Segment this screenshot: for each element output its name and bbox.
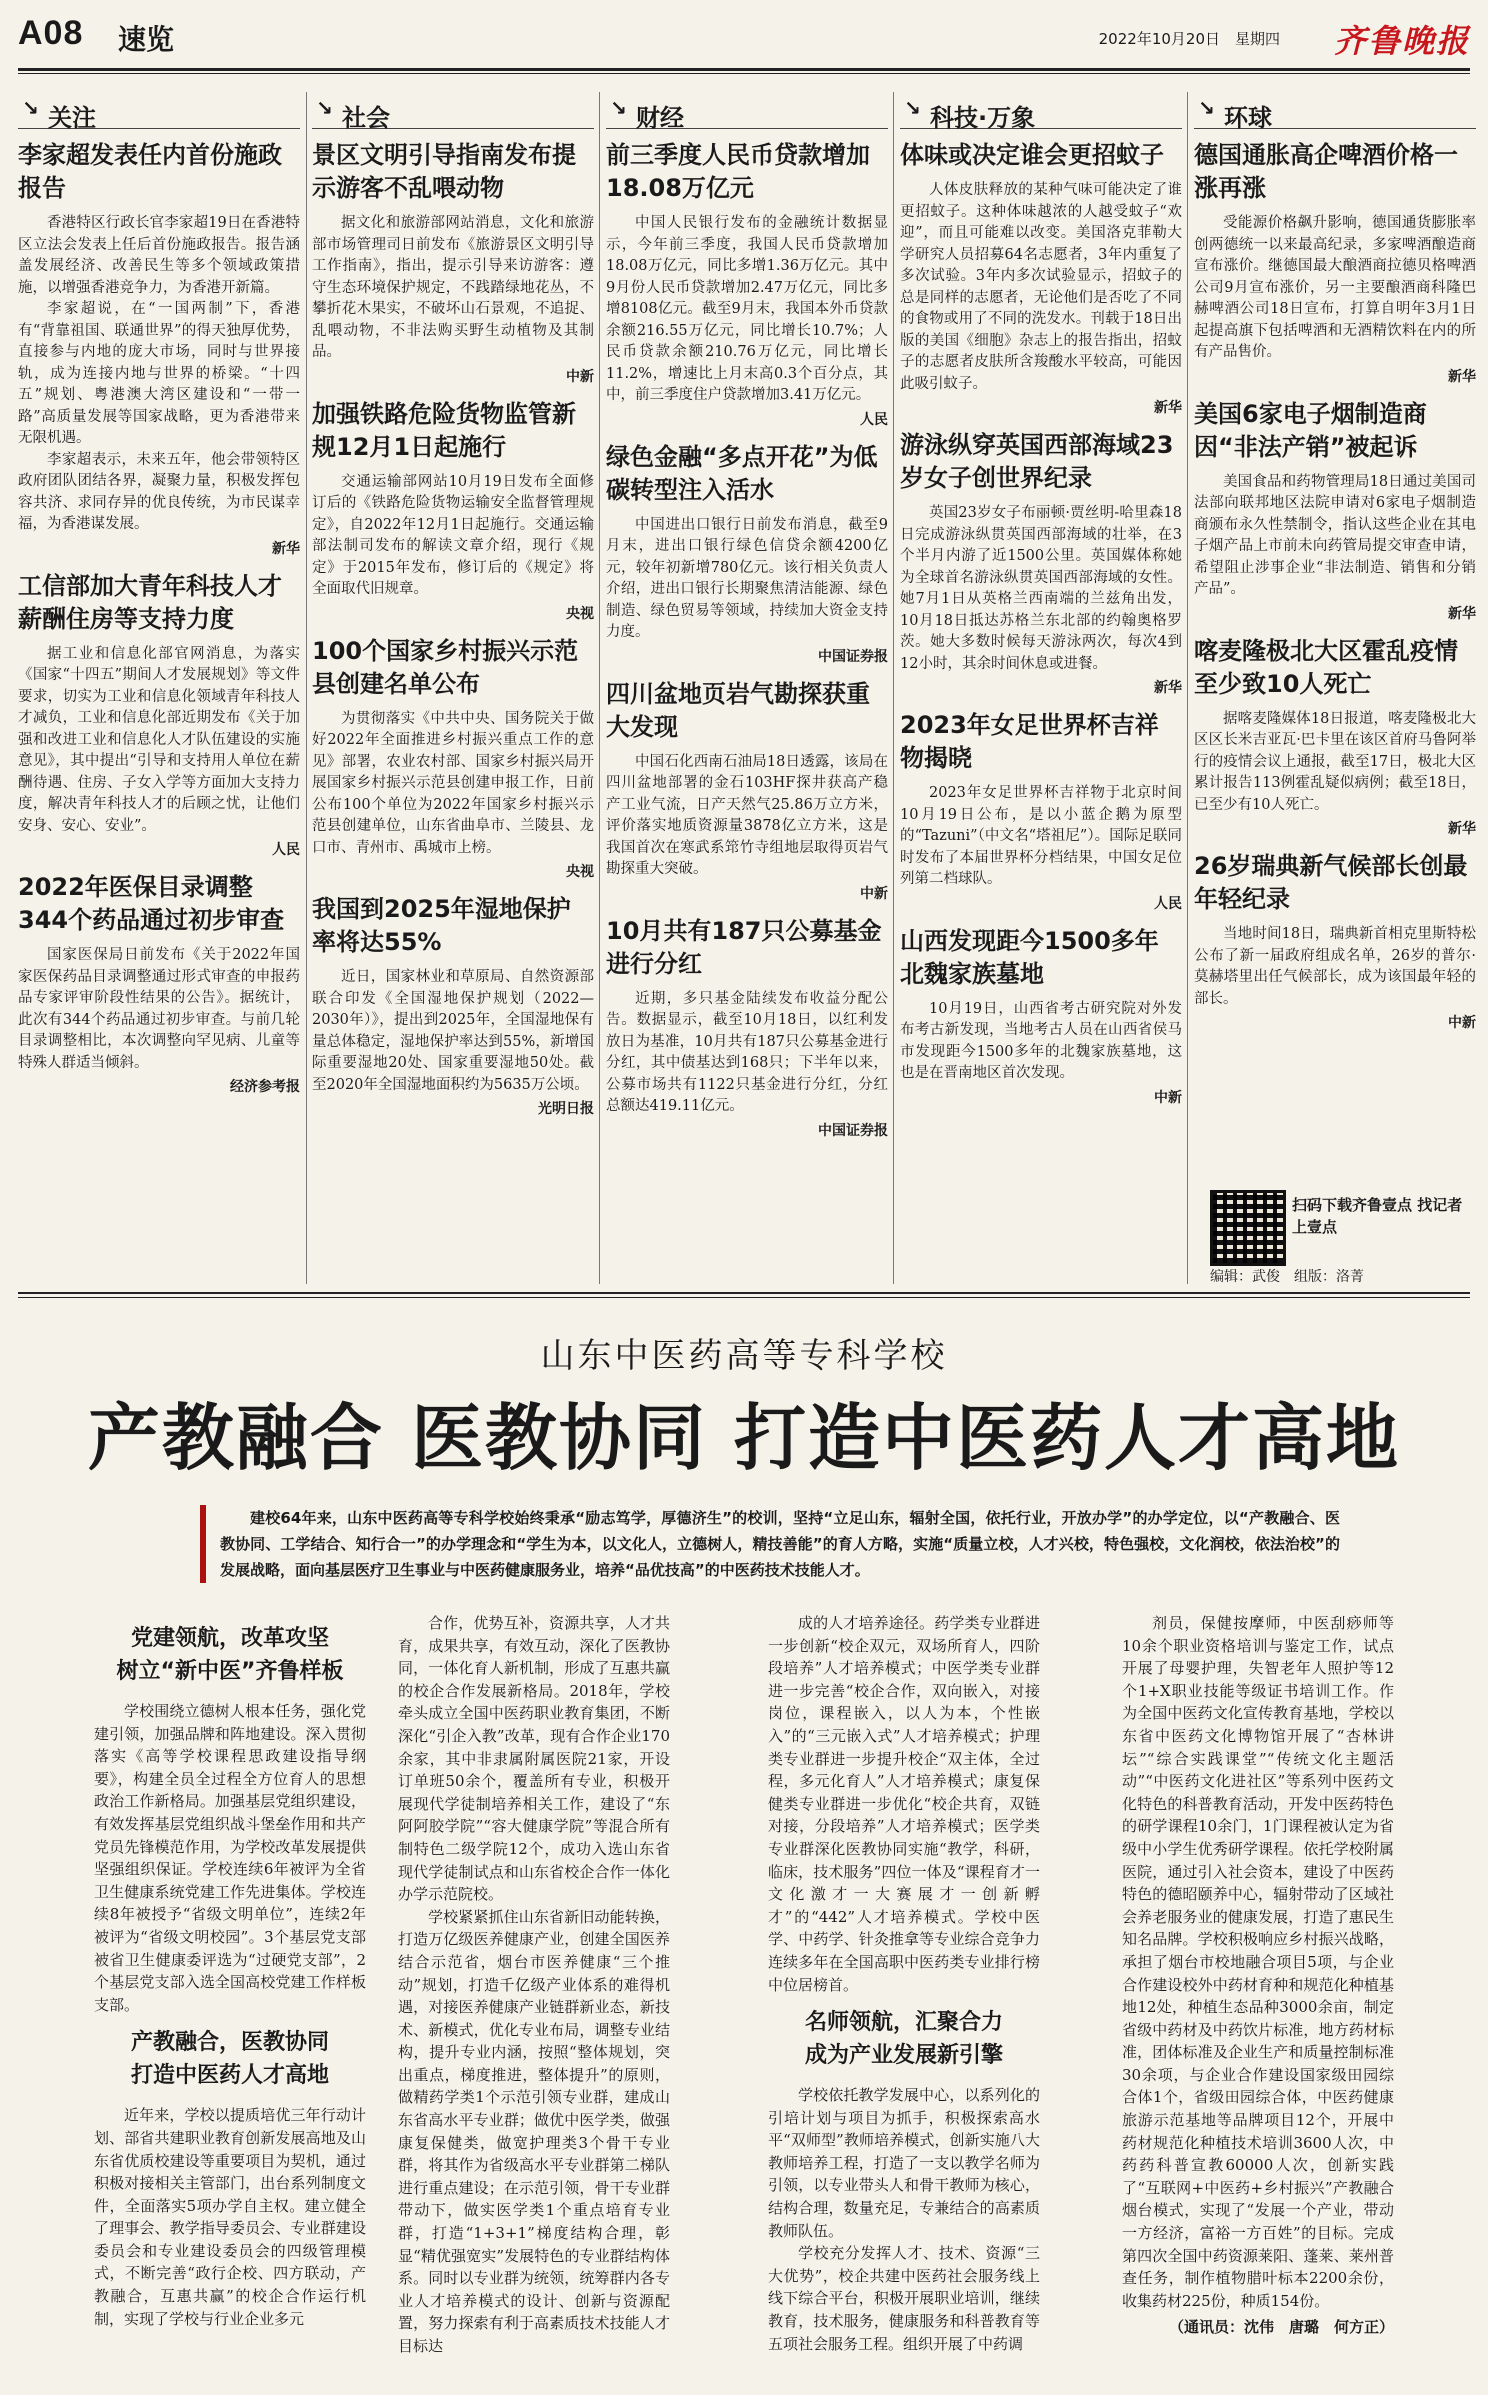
feature-paragraph: 学校围绕立德树人根本任务，强化党建引领，加强品牌和阵地建设。深入贯彻落实《高等学校课程思政建设指导纲要》，构建全员全过程全方位育人的思想政治工作新格局。加强基层党组织建设，有效发挥基层党组织战斗堡垒作用和共产党员先锋模范作用，为学校改革发展提供坚强组织保证。学校连续6年被评为全省卫生健康系统党建工作先进集体。学校连续8年被授予“省级文明单位”，连续2年被评为“省级文明校园”。3个基层党支部被省卫生健康委评选为“过硬党支部”，2个基层党支部入选全国高校党建工作样板支部。 [94, 1702, 366, 2014]
feature-paragraph: 学校依托教学发展中心，以系列化的引培计划与项目为抓手，积极探索高水平“双师型”教师培养模式，创新实施八大教师培养工程，打造了一支以教学名师为引领，以专业带头人和骨干教师为核心，结构合理，数量充足，专兼结合的高素质教师队伍。 [768, 2086, 1040, 2240]
issue-date: 2022年10月20日 星期四 [1098, 30, 1280, 48]
article-headline[interactable]: 10月共有187只公募基金进行分红 [606, 916, 882, 978]
column-title: 环球 [1224, 104, 1272, 132]
feature-subheading: 产教融合，医教协同 打造中医药人才高地 [130, 2030, 329, 2089]
article-source: 人民 [1154, 895, 1182, 912]
column-title: 科技·万象 [930, 104, 1036, 132]
article-source: 央视 [566, 864, 594, 880]
feature-paragraph: 学校紧紧抓住山东省新旧动能转换，打造万亿级医养健康产业，创建全国医养结合示范省，烟台市医养健康“三个推动”规划，打造千亿级产业体系的难得机遇，对接医养健康产业链群新业态，新技术、新模式，优化专业布局，调整专业结构，提升专业内涵，按照“整体规划，突出重点，梯度推进，整体提升”的原则，做精药学类1个示范引领专业群，建成山东省高水平专业群；做优中医学类，做强康复保健类，做宽护理类3个骨干专业群，将其作为省级高水平专业群第二梯队进行重点建设；在示范引领，骨干专业群带动下，做实医学类1个重点培育专业群，打造“1+3+1”梯度结构合理，彰显“精优强宽实”发展特色的专业群结构体系。同时以专业群为统领，统筹群内各专业人才培养模式的设计、创新与资源配置，努力探索有利于高素质技术技能人才目标达 [398, 1907, 670, 2355]
article-headline[interactable]: 李家超发表任内首份施政报告 [18, 141, 282, 202]
column-divider [1187, 92, 1188, 1284]
article-source: 央视 [566, 605, 594, 622]
news-article[interactable] [312, 139, 594, 386]
article-body: 国家医保局日前发布《关于2022年国家医保药品目录调整通过形式审查的申报药品专家评审阶段性结果的公告》。据统计，此次有344个药品通过初步审查。与前几轮目录调整相比，本次调整向罕见病、儿童等特殊人群适当倾斜。 [18, 947, 300, 1071]
section-marker-icon: ↘ [610, 96, 627, 120]
news-column-caijing [606, 92, 888, 1152]
newspaper-logo: 齐鲁晚报 [1333, 22, 1470, 60]
column-header [900, 92, 1182, 132]
article-body: 李家超说，在“一国两制”下，香港有“背靠祖国、联通世界”的得天独厚优势，直接参与内地的庞大市场，同时与世界接轨，成为连接内地与世界的桥梁。“十四五”规划、粤港澳大湾区建设和“一带一路”高质量发展等国家战略，更为香港带来无限机遇。 [18, 301, 300, 446]
news-column-huanqiu [1194, 92, 1476, 1044]
article-body: 英国23岁女子布丽顿·贾丝明-哈里森18日完成游泳纵贯英国西部海域的壮举，在3个半月内游了近1500公里。英国媒体称她为全球首名游泳纵贯英国西部海域的女性。她7月1日从英格兰西南端的兰兹角出发，10月18日抵达苏格兰东北部的约翰奥格罗茨。她大多数时候每天游泳两次，每次4到12小时，其余时间休息或进餐。 [900, 505, 1182, 672]
article-body: 据工业和信息化部官网消息，为落实《国家“十四五”期间人才发展规划》等文件要求，切实为工业和信息化领域青年科技人才减负，工业和信息化部近期发布《关于加强和改进工业和信息化人才队伍建设的实施意见》，其中提出“引导和支持用人单位在薪酬待遇、住房、子女入学等方面加大支持力度，解决青年科技人才的后顾之忧，让他们安身、安心、安业”。 [18, 645, 300, 834]
column-divider [306, 92, 307, 1284]
feature-subheading: 名师领航，汇聚合力 成为产业发展新引擎 [804, 2010, 1003, 2069]
section-marker-icon: ↘ [904, 96, 921, 120]
column-header [18, 92, 300, 132]
qr-caption: 扫码下载齐鲁壹点 找记者 上壹点 [1292, 1196, 1463, 1236]
article-source: 中新 [1448, 1015, 1476, 1031]
article-headline[interactable]: 德国通胀高企啤酒价格一涨再涨 [1194, 141, 1458, 202]
article-headline[interactable]: 喀麦隆极北大区霍乱疫情至少致10人死亡 [1194, 636, 1458, 698]
article-source: 人民 [272, 842, 300, 858]
feature-paragraph: 学校充分发挥人才、技术、资源“三大优势”，校企共建中医药社会服务线上线下综合平台，积极开展职业培训，继续教育，技术服务，健康服务和科普教育等五项社会服务工程。组织开展了中药调 [768, 2244, 1040, 2353]
news-article[interactable] [606, 139, 888, 429]
section-marker-icon: ↘ [316, 96, 333, 120]
news-article[interactable] [900, 925, 1182, 1107]
article-source: 中国证券报 [818, 648, 888, 665]
page-header [18, 14, 1470, 66]
article-headline[interactable]: 山西发现距今1500多年北魏家族墓地 [900, 926, 1159, 988]
news-article[interactable] [900, 709, 1182, 913]
article-body: 中国人民银行发布的金融统计数据显示，今年前三季度，我国人民币贷款增加18.08万亿元，同比多增1.36万亿元。其中9月份人民币贷款增加2.47万亿元，同比多增8108亿元。截至9月末，我国本外币贷款余额216.55万亿元，同比增长10.7%；人民币贷款余额210.76万亿元，同比增长11.2%，增速比上月末高0.3个百分点，其中，前三季度住户贷款增加3.41万亿元。 [606, 215, 888, 403]
feature-column [398, 1612, 670, 2358]
news-article[interactable] [606, 915, 888, 1140]
column-title: 财经 [636, 104, 684, 132]
news-article[interactable] [18, 871, 300, 1096]
news-article[interactable] [606, 441, 888, 666]
feature-paragraph: 剂员，保健按摩师，中医刮痧师等10余个职业资格培训与鉴定工作，试点开展了母婴护理，失智老年人照护等12个1+X职业技能等级证书培训工作。作为全国中医药文化宣传教育基地，学校以东省中医药文化博物馆开展了“杏林讲坛”“综合实践课堂”“传统文化主题活动”“中医药文化进社区”等系列中医药文化特色的科普教育活动，开发中医药特色的研学课程10余门，1门课程被认定为省级中小学生优秀研学课程。依托学校附属医院，通过引入社会资本，建设了中医药特色的德昭颐养中心，辐射带动了区域社会养老服务业的健康发展，打造了惠民生知名品牌。学校积极响应乡村振兴战略，承担了烟台市校地融合项目5项，与企业合作建设校外中药材育种和规范化种植基地12处，种植生态品种3000余亩，制定省级中药材及中药饮片标准，地方药材标准，团体标准及企业生产和质量控制标准30余项，与企业合作建设国家级田园综合体1个，省级田园综合体，中医药健康旅游示范基地等品牌项目12个，开展中药材规范化种植技术培训3600人次，中药药科普宣教60000人次，创新实践了“互联网+中医药+乡村振兴”产教融合烟台模式，实现了“发展一个产业，带动一方经济，富裕一方百姓”的目标。完成第四次全国中药资源莱阳、蓬莱、莱州普查任务，制作植物腊叶标本2200余份，收集药材225份，种质154份。 [1122, 1614, 1394, 2310]
article-headline[interactable]: 2022年医保目录调整344个药品通过初步审查 [18, 873, 285, 934]
article-body: 李家超表示，未来五年，他会带领特区政府团队团结各界，凝聚力量，积极发挥包容共济、求同存异的优良传统，为市民谋幸福，为香港谋发展。 [18, 451, 300, 532]
feature-lead: 建校64年来，山东中医药高等专科学校始终秉承“励志笃学，厚德济生”的校训，坚持“立足山东，辐射全国，依托行业，开放办学”的办学定位，以“产教融合、医教协同、工学结合、知行合一”的办学理念和“学生为本，以文化人，立德树人，精技善能”的育人方略，实施“质量立校，人才兴校，特色强校，文化润校，依法治校”的发展战略，面向基层医疗卫生事业与中医药健康服务业，培养“品优技高”的中医药技术技能人才。 [200, 1505, 1340, 1583]
feature-top-rule [18, 1292, 1470, 1294]
article-source: 中新 [860, 885, 888, 902]
article-body: 据喀麦隆媒体18日报道，喀麦隆极北大区区长米吉亚瓦·巴卡里在该区首府马鲁阿举行的疫情会议上通报，截至17日，极北大区累计报告113例霍乱疑似病例；截至18日，已至少有10人死亡。 [1194, 710, 1476, 813]
article-headline[interactable]: 100个国家乡村振兴示范县创建名单公布 [312, 636, 579, 698]
article-headline[interactable]: 体味或决定谁会更招蚊子 [900, 141, 1164, 169]
news-article[interactable] [312, 893, 594, 1118]
column-header [1194, 92, 1476, 132]
page-number: A08 [18, 14, 84, 52]
column-title: 社会 [342, 104, 390, 132]
news-article[interactable] [900, 429, 1182, 697]
article-headline[interactable]: 我国到2025年湿地保护率将达55% [312, 895, 571, 956]
article-source: 新华 [1448, 821, 1476, 837]
article-body: 香港特区行政长官李家超19日在香港特区立法会发表上任后首份施政报告。报告涵盖发展经济、改善民生等多个领域政策措施，以增强香港竞争力，为香港开新篇。 [18, 215, 300, 296]
section-marker-icon: ↘ [22, 96, 39, 120]
feature-paragraph: 合作，优势互补，资源共享，人才共育，成果共享，有效互动，深化了医教协同，一体化育人新机制，形成了互惠共赢的校企合作发展新格局。2018年，学校牵头成立全国中医药职业教育集团，不断深化“引企入教”改革，现有合作企业170余家，其中非隶属附属医院21家，开设订单班50余个，覆盖所有专业，积极开展现代学徒制培养相关工作，建设了“东阿阿胶学院”“容大健康学院”等混合所有制特色二级学院12个，成功入选山东省现代学徒制试点和山东省校企合作一体化办学示范院校。 [398, 1614, 670, 1904]
column-divider [893, 92, 894, 1284]
feature-top-rule-thin [18, 1297, 1470, 1298]
news-article[interactable] [312, 635, 594, 882]
feature-column [768, 1612, 1040, 2355]
news-article[interactable] [1194, 139, 1476, 386]
column-header [606, 92, 888, 132]
article-body: 人体皮肤释放的某种气味可能决定了谁更招蚊子。这种体味越浓的人越受蚊子“欢迎”，而且可能难以改变。美国洛克菲勒大学研究人员招募64名志愿者，3年内重复了多次试验。3年内多次试验显示，招蚊子的总是同样的志愿者，无论他们是否吃了不同的食物或用了不同的洗发水。刊载于18日出版的美国《细胞》杂志上的报告指出，招蚊子的志愿者皮肤所含羧酸水平较高，可能因此吸引蚊子。 [900, 182, 1182, 392]
news-article[interactable] [1194, 398, 1476, 623]
feature-kicker: 山东中医药高等专科学校 [540, 1336, 948, 1376]
news-article[interactable] [312, 398, 594, 623]
article-headline[interactable]: 26岁瑞典新气候部长创最年轻纪录 [1194, 852, 1468, 913]
column-title: 关注 [48, 104, 96, 132]
feature-paragraph: 成的人才培养途径。药学类专业群进一步创新“校企双元，双场所育人，四阶段培养”人才培养模式；中医学类专业群进一步完善“校企合作，双向嵌入，对接岗位，课程嵌入，以人为本，个性嵌入”的“三元嵌入式”人才培养模式；护理类专业群进一步提升校企“双主体，全过程，多元化育人”人才培养模式；康复保健类专业群进一步优化“校企共育，双链对接，分段培养”人才培养模式；医学类专业群深化医教协同实施“教学，科研，临床，技术服务”四位一体及“课程育才一文化激才一大赛展才一创新孵才”的“442”人才培养模式。学校中医学、中药学、针灸推拿等专业综合竞争力连续多年在全国高职中医药类专业排行榜中位居榜首。 [768, 1614, 1040, 1994]
article-source: 光明日报 [538, 1101, 594, 1117]
news-article[interactable] [606, 678, 888, 903]
article-body: 美国食品和药物管理局18日通过美国司法部向联邦地区法院申请对6家电子烟制造商颁布永久性禁制令，指认这些企业在其电子烟产品上市前未向药管局提交审查申请，希望阻止涉事企业“非法制造、销售和分销产品”。 [1194, 473, 1476, 597]
section-title: 速览 [118, 23, 175, 56]
news-column-guanzhu [18, 92, 300, 1108]
section-marker-icon: ↘ [1198, 96, 1215, 120]
news-article[interactable] [18, 139, 300, 558]
article-headline[interactable]: 美国6家电子烟制造商因“非法产销”被起诉 [1194, 399, 1427, 461]
article-body: 中国进出口银行日前发布消息，截至9月末，进出口银行绿色信贷余额4200亿元，较年初新增780亿元。该行相关负责人介绍，进出口银行长期聚焦清洁能源、绿色制造、绿色贸易等领域，持续加大资金支持力度。 [606, 516, 888, 640]
feature-subheading: 党建领航，改革攻坚 树立“新中医”齐鲁样板 [116, 1626, 344, 1684]
article-headline[interactable]: 游泳纵穿英国西部海域23岁女子创世界纪录 [900, 431, 1174, 492]
article-source: 新华 [1448, 368, 1476, 385]
article-body: 中国石化西南石油局18日透露，该局在四川盆地部署的金石103HF探井获高产稳产工业气流，日产天然气25.86万立方米，评价落实地质资源量3878亿立方米，这是我国首次在寒武系筇竹寺组地层取得页岩气勘探重大突破。 [606, 753, 888, 877]
article-source: 经济参考报 [230, 1079, 300, 1095]
article-source: 新华 [272, 540, 300, 557]
article-source: 新华 [1448, 605, 1476, 622]
news-article[interactable] [18, 570, 300, 860]
column-divider [599, 92, 600, 1284]
article-headline[interactable]: 景区文明引导指南发布提示游客不乱喂动物 [312, 141, 576, 202]
article-body: 近日，国家林业和草原局、自然资源部联合印发《全国湿地保护规划（2022—2030年）》，提出到2025年，全国湿地保有量总体稳定，湿地保护率达到55%，新增国际重要湿地20处、国家重要湿地50处。截至2020年全国湿地面积约为5635万公顷。 [312, 969, 594, 1093]
header-rule-thin [18, 73, 1470, 74]
news-article[interactable] [1194, 850, 1476, 1032]
feature-paragraph: 近年来，学校以提质培优三年行动计划、部省共建职业教育创新发展高地及山东省优质校建设等重要项目为契机，通过积极对接相关主管部门，出台系列制度文件，全面落实5项办学自主权。建立健全了理事会、教学指导委员会、专业群建设委员会和专业建设委员会的四级管理模式，不断完善“政行企校、四方联动，产教融合，互惠共赢”的校企合作运行机制，实现了学校与行业企业多元 [94, 2106, 366, 2328]
article-body: 据文化和旅游部网站消息，文化和旅游部市场管理司日前发布《旅游景区文明引导工作指南》，指出，提示引导来访游客：遵守生态环境保护规定，不践踏绿地花丛，不攀折花木果实，不破坏山石景观，不追捉、乱喂动物，不非法购买野生动植物及其制品。 [312, 215, 594, 360]
article-source: 中新 [566, 368, 594, 385]
header-rule [18, 68, 1470, 71]
article-body: 受能源价格飙升影响，德国通货膨胀率创两德统一以来最高纪录，多家啤酒酿造商宣布涨价。继德国最大酿酒商拉德贝格啤酒公司9月宣布涨价，另一主要酿酒商科隆巴赫啤酒公司18日宣布，打算自明年3月1日起提高旗下包括啤酒和无酒精饮料在内的所有产品售价。 [1194, 215, 1476, 360]
article-headline[interactable]: 绿色金融“多点开花”为低碳转型注入活水 [606, 442, 878, 504]
qr-code[interactable] [1210, 1190, 1286, 1266]
news-article[interactable] [900, 139, 1182, 417]
news-article[interactable] [1194, 635, 1476, 839]
article-body: 为贯彻落实《中共中央、国务院关于做好2022年全面推进乡村振兴重点工作的意见》部署，农业农村部、国家乡村振兴局开展国家乡村振兴示范县创建申报工作，日前公布100个单位为2022年国家乡村振兴示范县创建单位，山东省曲阜市、兰陵县、龙口市、青州市、禹城市上榜。 [312, 710, 594, 856]
article-body: 10月19日，山西省考古研究院对外发布考古新发现，当地考古人员在山西省侯马市发现距今1500多年的北魏家族墓地，这也是在晋南地区首次发现。 [900, 1000, 1182, 1081]
article-body: 近期，多只基金陆续发布收益分配公告。数据显示，截至10月18日，以红利发放日为基准，10月共有187只公募基金进行分红，其中债基达到168只；下半年以来，公募市场共有1122只基金进行分红，分红总额达419.11亿元。 [606, 990, 888, 1114]
article-source: 新华 [1154, 400, 1182, 416]
article-body: 当地时间18日，瑞典新首相克里斯特松公布了新一届政府组成名单，26岁的普尔·莫赫塔里出任气候部长，成为该国最年轻的部长。 [1194, 926, 1476, 1007]
article-headline[interactable]: 前三季度人民币贷款增加18.08万亿元 [606, 141, 870, 202]
article-source: 新华 [1154, 680, 1182, 696]
article-headline[interactable]: 加强铁路危险货物监管新规12月1日起施行 [312, 399, 576, 461]
article-source: 中国证券报 [818, 1122, 888, 1139]
article-headline[interactable]: 2023年女足世界杯吉祥物揭晓 [900, 711, 1159, 772]
article-headline[interactable]: 四川盆地页岩气勘探获重大发现 [606, 679, 870, 741]
article-source: 中新 [1154, 1089, 1182, 1106]
column-header [312, 92, 594, 132]
feature-column [94, 1612, 366, 2330]
article-headline[interactable]: 工信部加大青年科技人才薪酬住房等支持力度 [18, 571, 282, 633]
news-column-keji [900, 92, 1182, 1119]
article-body: 2023年女足世界杯吉祥物于北京时间10月19日公布，是以小蓝企鹅为原型的“Tazuni”（中文名“塔祖尼”）。国际足联同时发布了本届世界杯分档结果，中国女足位列第二档球队。 [900, 785, 1182, 887]
article-body: 交通运输部网站10月19日发布全面修订后的《铁路危险货物运输安全监督管理规定》，自2022年12月1日起施行。交通运输部法制司发布的解读文章介绍，现行《规定》于2015年发布，修订后的《规定》将全面取代旧规章。 [312, 473, 594, 597]
news-column-shehui [312, 92, 594, 1130]
editor-credit: 编辑：武俊 组版：洛菁 [1210, 1269, 1364, 1285]
feature-credit: （通讯员：沈伟 唐璐 何方正） [1168, 2318, 1394, 2337]
article-source: 人民 [860, 411, 888, 428]
feature-column [1122, 1612, 1394, 2337]
feature-headline: 产教融合 医教协同 打造中医药人才高地 [87, 1395, 1401, 1480]
